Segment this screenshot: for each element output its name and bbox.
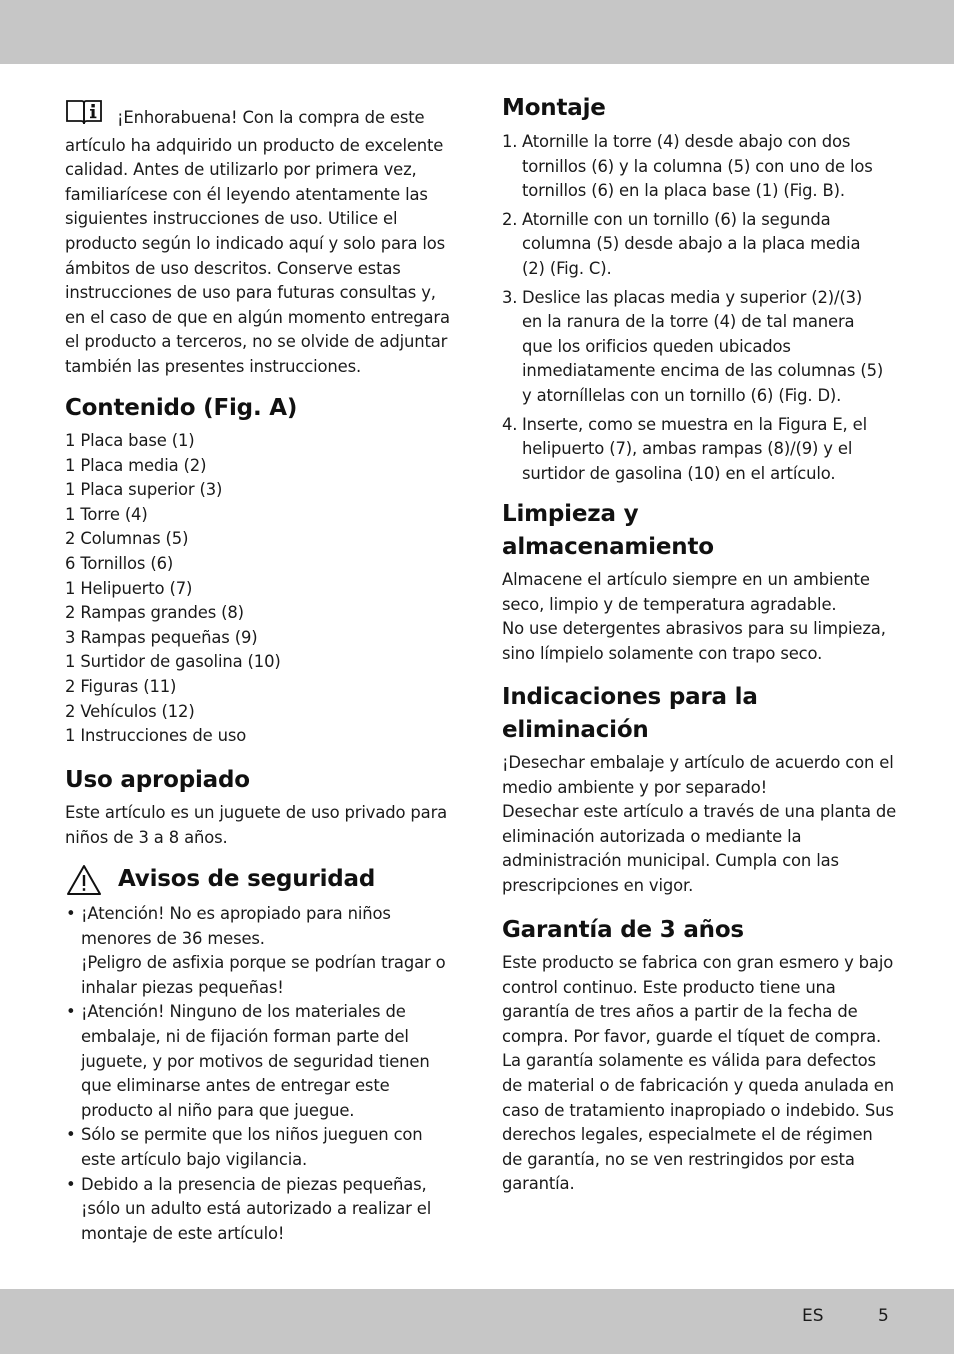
list-item: 2 Rampas grandes (8): [65, 603, 244, 623]
list-item: 1. Atornille la torre (4) desde abajo con dos tornillos (6) y la columna (5) con uno de los tornillos (6) en la placa base (1) (Fig. B).: [502, 132, 873, 201]
avisos-heading-row: [65, 863, 375, 896]
avisos-heading: Avisos de seguridad: [118, 866, 376, 892]
list-item: • Sólo se permite que los niños jueguen con este artículo bajo vigilancia.: [65, 1123, 449, 1172]
warning-triangle-icon: [66, 864, 102, 896]
list-item: • ¡Atención! No es apropiado para niños menores de 36 meses. ¡Peligro de asfixia porque se podrían tragar o inhalar piezas pequeñas!: [65, 902, 449, 1000]
limpieza-paragraph: Almacene el artículo siempre en un ambiente seco, limpio y de temperatura agradable. No use detergentes abrasivos para su limpieza, sino límpielo solamente con trapo seco.: [502, 570, 886, 663]
contenido-heading: Contenido (Fig. A): [65, 395, 298, 421]
list-item: 1 Placa media (2): [65, 455, 207, 475]
avisos-list: [65, 902, 449, 1246]
footer-language-code: ES: [802, 1306, 824, 1326]
list-item: 2 Vehículos (12): [65, 701, 195, 721]
eliminacion-heading: Indicaciones para la eliminación: [502, 684, 758, 743]
uso-heading: Uso apropiado: [65, 767, 250, 793]
uso-paragraph: Este artículo es un juguete de uso privado para niños de 3 a 8 años.: [65, 803, 448, 847]
list-item: 3. Deslice las placas media y superior (2)/(3) en la ranura de la torre (4) de tal manera que los orificios queden ubicados inmediatamente encima de las columnas (5) y atorníllelas con un tornillo (6) (Fig. D).: [502, 287, 884, 405]
list-item: • Debido a la presencia de piezas pequeñas, ¡sólo un adulto está autorizado a realizar el montaje de este artículo!: [65, 1173, 449, 1247]
list-item: 1 Placa base (1): [65, 431, 195, 450]
list-item: • ¡Atención! Ninguno de los materiales de embalaje, ni de fijación forman parte del juguete, y por motivos de seguridad tienen que eliminarse antes de entregar este producto al niño para que juegue.: [65, 1000, 449, 1123]
contenido-list: [65, 429, 455, 749]
list-item: 4. Inserte, como se muestra en la Figura E, el helipuerto (7), ambas rampas (8)/(9) y el surtidor de gasolina (10) en el artículo.: [502, 414, 868, 483]
list-item: 2 Figuras (11): [65, 676, 177, 696]
list-item: 6 Tornillos (6): [65, 553, 174, 573]
list-item: 3 Rampas pequeñas (9): [65, 627, 258, 647]
montaje-steps: [502, 130, 886, 490]
garantia-heading: Garantía de 3 años: [502, 917, 744, 943]
header-bar: [0, 0, 954, 64]
list-item: 1 Instrucciones de uso: [65, 726, 247, 746]
list-item: 2 Columnas (5): [65, 529, 189, 549]
eliminacion-paragraph: ¡Desechar embalaje y artículo de acuerdo con el medio ambiente y por separado! Desechar este artículo a través de una planta de eliminación autorizada o mediante la administración municipal. Cumpla con las prescripciones en vigor.: [502, 753, 897, 895]
list-item: 1 Helipuerto (7): [65, 578, 193, 598]
list-item: 2. Atornille con un tornillo (6) la segunda columna (5) desde abajo a la placa media (2) (Fig. C).: [502, 209, 861, 278]
list-item: 1 Torre (4): [65, 504, 148, 524]
limpieza-heading: Limpieza y almacenamiento: [502, 501, 714, 560]
list-item: 1 Placa superior (3): [65, 480, 223, 500]
list-item: 1 Surtidor de gasolina (10): [65, 652, 281, 672]
intro-paragraph: ¡Enhorabuena! Con la compra de este artículo ha adquirido un producto de excelente calidad. Antes de utilizarlo por primera vez, familiarícese con él leyendo atentamente las siguientes instrucciones de uso. Utilice el producto según lo indicado aquí y solo para los ámbitos de uso descritos. Conserve estas instrucciones de uso para futuras consultas y, en el caso de que en algún momento entregara el producto a terceros, no se olvide de adjuntar también las presentes instrucciones.: [65, 106, 455, 380]
info-book-icon: [65, 98, 103, 134]
garantia-paragraph: Este producto se fabrica con gran esmero y bajo control continuo. Este producto tiene una garantía de tres años a partir de la fecha de compra. Por favor, guarde el tíquet de compra. La garantía solamente es válida para defectos de material o de fabricación y queda anulada en caso de tratamiento inapropiado o indebido. Sus derechos legales, especialmete el de régimen de garantía, no se ven restringidos por esta garantía.: [502, 953, 894, 1194]
montaje-heading: Montaje: [502, 95, 606, 121]
footer-page-number: 5: [878, 1306, 889, 1326]
